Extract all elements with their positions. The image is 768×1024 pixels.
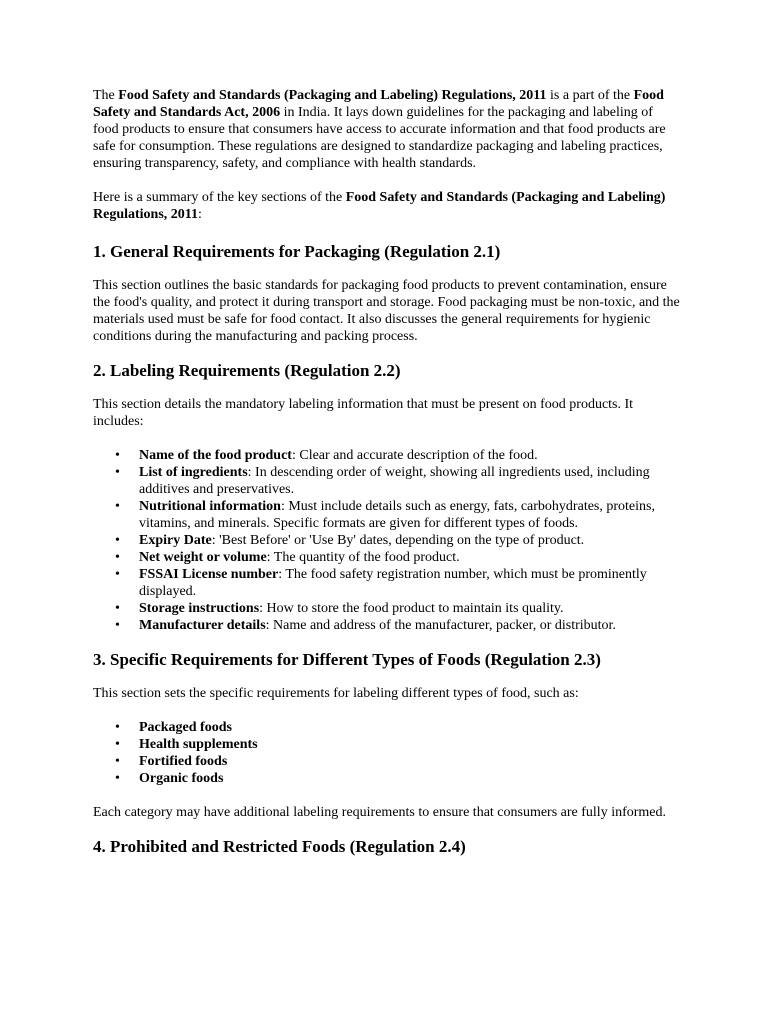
list-item-term: Organic foods [139, 771, 224, 786]
section-2-body: This section details the mandatory labeling information that must be present on food products. It includes: [93, 397, 634, 429]
intro-paragraph [93, 87, 680, 172]
list-item-term: Expiry Date [139, 533, 212, 548]
summary-paragraph [93, 189, 680, 223]
list-item-term: Name of the food product [139, 448, 292, 463]
summary-regulation-title: Food Safety and Standards (Packaging and Labeling) Regulations, 2011 [93, 190, 666, 222]
list-item-term: Manufacturer details [139, 618, 266, 633]
list-item [115, 566, 680, 600]
section-3-heading: 3. Specific Requirements for Different Types of Foods (Regulation 2.3) [93, 650, 601, 669]
food-types-list [93, 719, 680, 787]
list-item [115, 447, 680, 464]
bullet-icon: • [115, 550, 120, 565]
intro-act-title: Food Safety and Standards Act, 2006 [93, 88, 664, 120]
intro-regulation-title: Food Safety and Standards (Packaging and Labeling) Regulations, 2011 [118, 88, 547, 103]
list-item-term: Nutritional information [139, 499, 281, 514]
bullet-icon: • [115, 720, 120, 735]
list-item-desc: : Name and address of the manufacturer, packer, or distributor. [265, 618, 616, 633]
section-2-heading: 2. Labeling Requirements (Regulation 2.2) [93, 361, 401, 380]
bullet-icon: • [115, 465, 120, 480]
list-item-term: Health supplements [139, 737, 258, 752]
list-item [115, 617, 680, 634]
section-4-heading: 4. Prohibited and Restricted Foods (Regulation 2.4) [93, 837, 466, 856]
bullet-icon: • [115, 448, 120, 463]
section-3-body: This section sets the specific requirements for labeling different types of food, such as: [93, 686, 579, 701]
list-item-desc: : Must include details such as energy, fats, carbohydrates, proteins, vitamins, and minerals. Specific formats are given for different types of foods. [139, 499, 655, 531]
list-item-term: FSSAI License number [139, 567, 279, 582]
list-item-term: Fortified foods [139, 754, 228, 769]
list-item [115, 464, 680, 498]
bullet-icon: • [115, 771, 120, 786]
list-item-term: Packaged foods [139, 720, 232, 735]
summary-text-1: Here is a summary of the key sections of the [93, 190, 346, 205]
bullet-icon: • [115, 754, 120, 769]
bullet-icon: • [115, 618, 120, 633]
list-item-term: List of ingredients [139, 465, 248, 480]
list-item-desc: : 'Best Before' or 'Use By' dates, depending on the type of product. [211, 533, 585, 548]
intro-text-3: in India. It lays down guidelines for the packaging and labeling of food products to ensure that consumers have access to accurate information and that food products are safe for consumption. These regulations are designed to standardize packaging and labeling practices, ensuring transparency, safety, and compliance with health standards. [93, 105, 666, 171]
section-1-body: This section outlines the basic standards for packaging food products to prevent contamination, ensure the food's quality, and protect it during transport and storage. Food packaging must be non-toxic, and the materials used must be safe for food contact. It also discusses the general requirements for hygienic conditions during the manufacturing and packing process. [93, 278, 680, 344]
list-item [115, 532, 680, 549]
list-item-desc: : In descending order of weight, showing all ingredients used, including additives and preservatives. [139, 465, 650, 497]
list-item [115, 719, 680, 736]
bullet-icon: • [115, 601, 120, 616]
list-item-desc: : Clear and accurate description of the food. [291, 448, 538, 463]
bullet-icon: • [115, 533, 120, 548]
list-item-term: Storage instructions [139, 601, 260, 616]
section-3-footnote: Each category may have additional labeling requirements to ensure that consumers are fully informed. [93, 805, 667, 820]
list-item [115, 498, 680, 532]
bullet-icon: • [115, 567, 120, 582]
labeling-requirements-list [93, 447, 680, 634]
list-item [115, 770, 680, 787]
list-item [115, 600, 680, 617]
section-1-heading: 1. General Requirements for Packaging (Regulation 2.1) [93, 242, 501, 261]
list-item-desc: : The quantity of the food product. [266, 550, 460, 565]
intro-text-2: is a part of the [546, 88, 634, 103]
bullet-icon: • [115, 499, 120, 514]
list-item [115, 736, 680, 753]
list-item-desc: : How to store the food product to maintain its quality. [259, 601, 564, 616]
list-item-term: Net weight or volume [139, 550, 267, 565]
list-item [115, 753, 680, 770]
summary-text-2: : [198, 207, 202, 222]
bullet-icon: • [115, 737, 120, 752]
list-item-desc: : The food safety registration number, which must be prominently displayed. [139, 567, 647, 599]
list-item [115, 549, 680, 566]
intro-text-1: The [93, 88, 119, 103]
